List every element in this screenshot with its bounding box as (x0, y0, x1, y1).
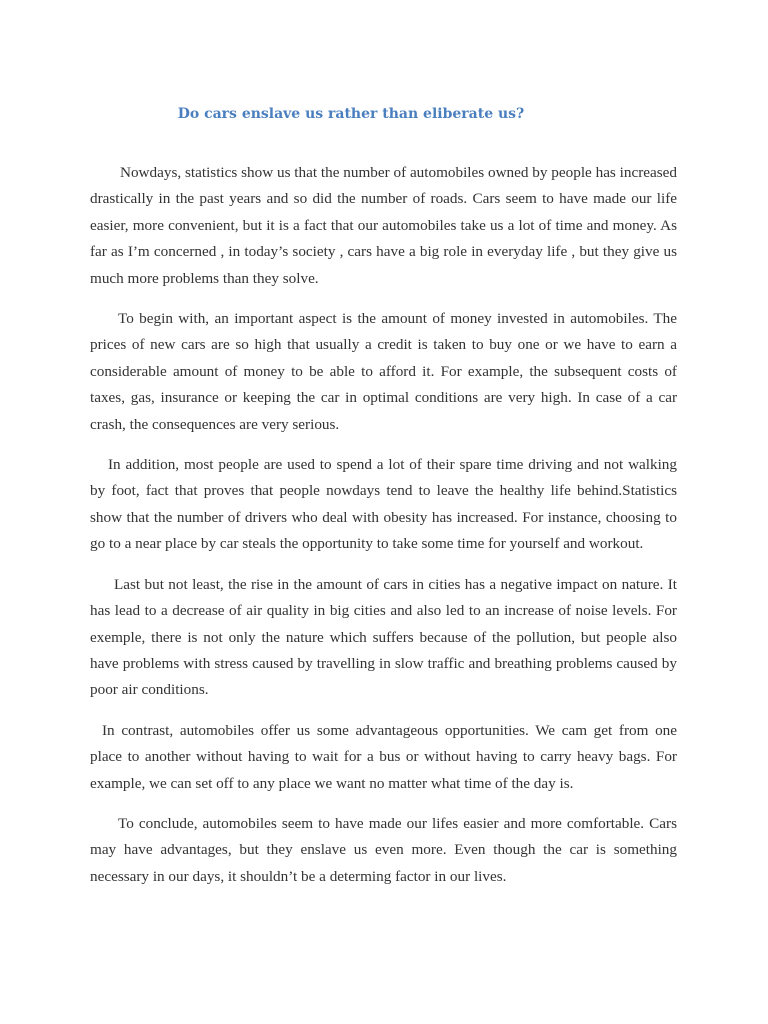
paragraph-nature: Last but not least, the rise in the amount of cars in cities has a negative impact on nature. It has lead to a decrease of air quality in big cities and also led to an increase of noise levels. For exemple, there is not only the nature which suffers because of the pollution, but people also have problems with stress caused by travelling in slow traffic and breathing problems caused by poor air conditions. (90, 575, 677, 699)
paragraph-advantages: In contrast, automobiles offer us some advantageous opportunities. We cam get from one place to another without having to wait for a bus or without having to carry heavy bags. For example, we can set off to any place we want no matter what time of the day is. (90, 721, 677, 792)
paragraph-introduction: Nowdays, statistics show us that the number of automobiles owned by people has increased drastically in the past years and so did the number of roads. Cars seem to have made our life easier, more convenient, but it is a fact that our automobiles take us a lot of time and money. As far as I’m concerned , in today’s society , cars have a big role in everyday life , but they give us much more problems than they solve. (90, 164, 677, 287)
paragraph-conclusion: To conclude, automobiles seem to have made our lifes easier and more comfortable. Cars may have advantages, but they enslave us even more. Even though the car is something necessary in our days, it shouldn’t be a determing factor in our lives. (90, 814, 677, 885)
paragraph-money: To begin with, an important aspect is the amount of money invested in automobiles. The prices of new cars are so high that usually a credit is taken to buy one or we have to earn a considerable amount of money to be able to afford it. For example, the subsequent costs of taxes, gas, insurance or keeping the car in optimal conditions are very high. In case of a car crash, the consequences are very serious. (90, 310, 677, 433)
paragraph-health: In addition, most people are used to spend a lot of their spare time driving and not walking by foot, fact that proves that people nowdays tend to leave the healthy life behind.Statistics show that the number of drivers who deal with obesity has increased. For instance, choosing to go to a near place by car steals the opportunity to take some time for yourself and workout. (90, 456, 677, 553)
document-body (90, 160, 677, 890)
document-title: Do cars enslave us rather than eliberate us? (177, 106, 525, 122)
